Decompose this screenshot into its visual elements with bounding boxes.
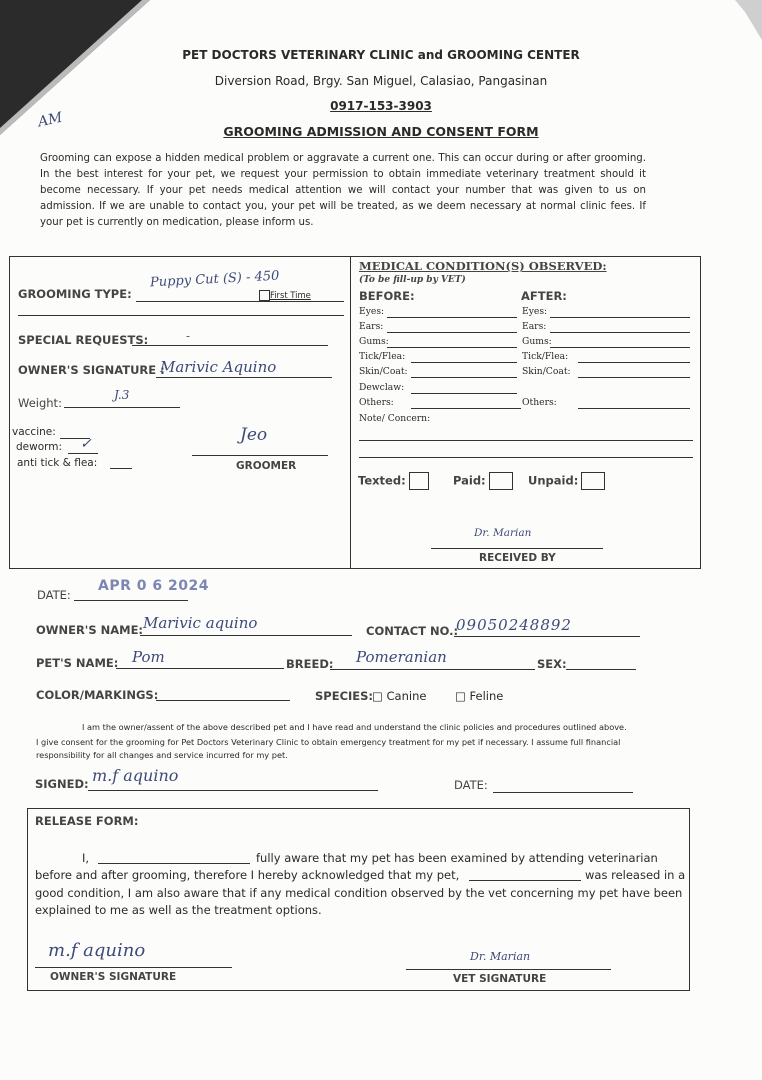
after-item-line[interactable] — [550, 317, 690, 318]
before-item-line[interactable] — [411, 393, 517, 394]
received-label: RECEIVED BY — [479, 552, 556, 564]
medical-subtitle: (To be fill-up by VET) — [359, 275, 466, 285]
medical-title: MEDICAL CONDITION(S) OBSERVED: — [359, 259, 607, 273]
texted-field[interactable] — [358, 472, 429, 490]
date-stamp[interactable]: APR 0 6 2024 — [98, 578, 209, 594]
weight-value[interactable]: J.3 — [114, 388, 130, 402]
signed-value[interactable]: m.f aquino — [92, 766, 179, 785]
before-item-label: Others: — [359, 397, 394, 408]
note-label: Note/ Concern: — [359, 413, 431, 424]
groomer-signature[interactable]: Jeo — [240, 425, 268, 445]
after-item-line[interactable] — [550, 332, 690, 333]
corner-note: AM — [36, 109, 64, 131]
paid-field[interactable] — [453, 472, 513, 490]
after-item-label: Ears: — [522, 321, 547, 332]
admission-box — [9, 256, 701, 569]
weight-label: Weight: — [18, 396, 62, 410]
vet-signature-label: VET SIGNATURE — [453, 973, 547, 985]
before-item-line[interactable] — [411, 377, 517, 378]
date-label: DATE: — [37, 588, 71, 602]
received-signature[interactable]: Dr. Marian — [474, 527, 532, 539]
before-item-line[interactable] — [387, 332, 517, 333]
owner-signature-value[interactable]: Marivic Aquino — [160, 358, 277, 376]
after-item-label: Others: — [522, 397, 557, 408]
after-item-line[interactable] — [578, 377, 690, 378]
species-label: SPECIES: — [315, 689, 374, 703]
deworm-label: deworm: — [16, 441, 63, 453]
release-vet-signature[interactable]: Dr. Marian — [470, 950, 531, 963]
antitick-label: anti tick & flea: — [17, 457, 98, 469]
paid-checkbox[interactable] — [489, 472, 513, 490]
pet-name-label: PET'S NAME: — [36, 656, 119, 670]
unpaid-field[interactable] — [528, 472, 605, 490]
before-label: BEFORE: — [359, 289, 415, 303]
before-item-line[interactable] — [387, 347, 517, 348]
release-text-d: was released in a — [585, 868, 686, 882]
release-owner-label: OWNER'S SIGNATURE — [50, 971, 177, 983]
before-item-label: Eyes: — [359, 306, 385, 317]
before-item-label: Gums: — [359, 336, 389, 347]
consent-date-label: DATE: — [454, 778, 488, 792]
first-time-checkbox[interactable] — [259, 290, 311, 301]
grooming-type-label: GROOMING TYPE: — [18, 287, 132, 301]
color-label: COLOR/MARKINGS: — [36, 688, 159, 702]
sex-label: SEX: — [537, 657, 567, 671]
contact-value[interactable]: 09050248892 — [456, 616, 572, 634]
grooming-type-value[interactable]: Puppy Cut (S) - 450 — [149, 268, 280, 291]
before-item-label: Skin/Coat: — [359, 366, 408, 377]
after-item-line[interactable] — [578, 362, 690, 363]
texted-label: Texted: — [358, 473, 406, 488]
form-title: GROOMING ADMISSION AND CONSENT FORM — [223, 124, 539, 139]
after-item-line[interactable] — [550, 347, 690, 348]
groomer-label: GROOMER — [236, 460, 297, 472]
owner-name-value[interactable]: Marivic aquino — [143, 614, 258, 632]
special-requests-label: SPECIAL REQUESTS: — [18, 333, 149, 347]
release-text-f: explained to me as well as the treatment options. — [35, 903, 322, 917]
before-item-line[interactable] — [411, 362, 517, 363]
clinic-name: PET DOCTORS VETERINARY CLINIC and GROOMING CENTER — [182, 48, 580, 62]
before-item-line[interactable] — [411, 408, 521, 409]
consent-line-1: I am the owner/assent of the above described pet and I have read and understand the clinic policies and procedures outlined above. — [82, 722, 627, 732]
after-item-line[interactable] — [578, 408, 690, 409]
release-text-a: I, — [82, 851, 90, 865]
after-item-label: Eyes: — [522, 306, 548, 317]
deworm-value[interactable]: ✓ — [80, 436, 92, 452]
consent-line-2: I give consent for the grooming for Pet Doctors Veterinary Clinic to obtain emergency treatment for my pet if necessary. I assume full financial — [36, 737, 621, 747]
first-time-label: First Time — [270, 290, 311, 300]
clinic-address: Diversion Road, Brgy. San Miguel, Calasiao, Pangasinan — [214, 74, 548, 88]
vaccine-label: vaccine: — [12, 426, 56, 438]
release-text-e: good condition, I am also aware that if any medical condition observed by the vet concerning my pet have been — [35, 886, 683, 900]
pet-name-value[interactable]: Pom — [132, 648, 165, 666]
release-title: RELEASE FORM: — [35, 814, 139, 828]
feline-option[interactable]: □ Feline — [455, 689, 504, 703]
after-item-label: Tick/Flea: — [522, 351, 569, 362]
unpaid-label: Unpaid: — [528, 473, 579, 488]
special-requests-value[interactable]: - — [186, 329, 191, 343]
contact-label: CONTACT NO.: — [366, 624, 459, 638]
paid-label: Paid: — [453, 473, 486, 488]
scan-shadow — [0, 0, 762, 140]
after-item-label: Gums: — [522, 336, 552, 347]
intro-paragraph: Grooming can expose a hidden medical problem or aggravate a current one. This can occur during or after grooming. In the best interest for your pet, we request your permission to obtain immediate veterinary treatment should it become necessary. If your pet needs medical attention we will contact your number that was given to us on admission. If we are unable to contact you, your pet will be treated, as we deem necessary at normal clinic fees. If your pet is currently on medication, please inform us. — [40, 153, 646, 228]
column-divider — [350, 257, 351, 568]
breed-label: BREED: — [286, 657, 334, 671]
clinic-phone: 0917-153-3903 — [330, 99, 432, 113]
breed-value[interactable]: Pomeranian — [356, 648, 447, 666]
canine-option[interactable]: □ Canine — [372, 689, 427, 703]
before-item-label: Tick/Flea: — [359, 351, 406, 362]
release-text-b: fully aware that my pet has been examined by attending veterinarian — [256, 851, 658, 865]
unpaid-checkbox[interactable] — [581, 472, 605, 490]
before-item-label: Dewclaw: — [359, 382, 405, 393]
release-owner-signature[interactable]: m.f aquino — [48, 940, 146, 961]
consent-line-3: responsibility for all changes and service incurred for my pet. — [36, 750, 288, 760]
release-text-c: before and after grooming, therefore I hereby acknowledged that my pet, — [35, 868, 460, 882]
after-item-label: Skin/Coat: — [522, 366, 571, 377]
signed-label: SIGNED: — [35, 777, 89, 791]
owner-signature-label: OWNER'S SIGNATURE : — [18, 363, 165, 377]
after-label: AFTER: — [521, 289, 567, 303]
owner-name-label: OWNER'S NAME: — [36, 623, 144, 637]
texted-checkbox[interactable] — [409, 472, 429, 490]
before-item-label: Ears: — [359, 321, 384, 332]
before-item-line[interactable] — [387, 317, 517, 318]
